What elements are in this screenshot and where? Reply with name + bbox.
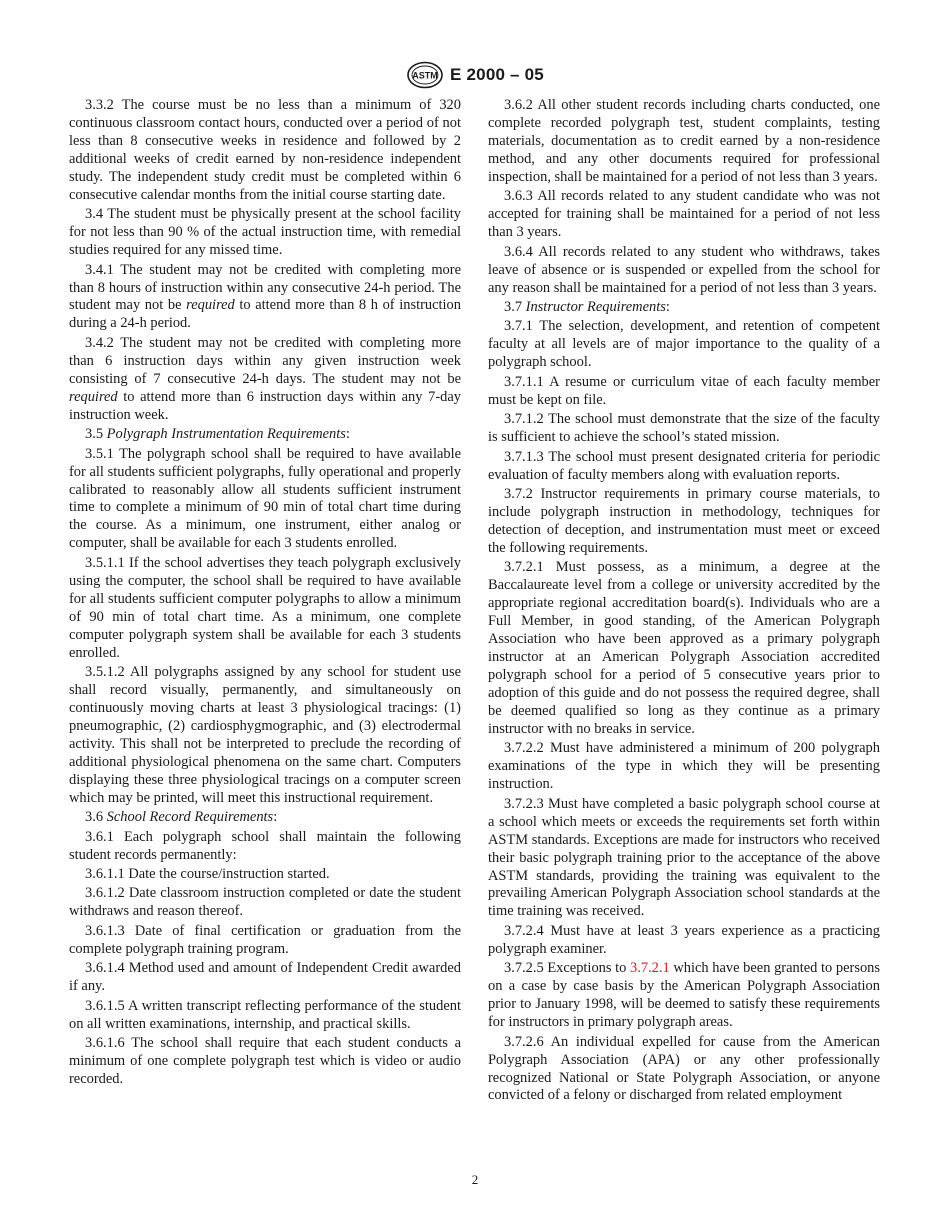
section-3-6-1-4: 3.6.1.4 Method used and amount of Independent Credit awarded if any. bbox=[69, 960, 461, 995]
section-3-7-heading: 3.7 Instructor Requirements: bbox=[504, 298, 670, 315]
section-3-7-1: 3.7.1 The selection, development, and retention of competent faculty at all levels are of major importance to the quality of a polygraph school. bbox=[488, 318, 880, 371]
section-3-5-1: 3.5.1 The polygraph school shall be required to have available for all students sufficient polygraphs, fully operational and properly calibrated to reasonably allow all students sufficient instrument time to complete a minimum of 90 min of total chart time during the course. As a minimum, one instrument, either analog or computer, shall be available for each 3 students enrolled. bbox=[69, 445, 461, 552]
left-column bbox=[69, 97, 461, 1089]
astm-logo-icon bbox=[406, 61, 444, 89]
page-header bbox=[0, 60, 950, 90]
section-3-6-1-5: 3.6.1.5 A written transcript reflecting performance of the student on all written examinations, internship, and practical skills. bbox=[69, 997, 461, 1032]
section-3-7-1-2: 3.7.1.2 The school must demonstrate that the size of the faculty is sufficient to achieve the school’s stated mission. bbox=[488, 411, 880, 446]
section-3-4: 3.4 The student must be physically present at the school facility for not less than 90 % of the actual instruction time, with remedial studies required for any missed time. bbox=[69, 206, 461, 259]
section-3-7-2-6: 3.7.2.6 An individual expelled for cause from the American Polygraph Association (APA) or any other professionally recognized National or State Polygraph Association, or anyone convicted of a felony or discharged from related employment bbox=[488, 1033, 880, 1104]
document-designation: E 2000 – 05 bbox=[450, 65, 544, 84]
section-3-6-4: 3.6.4 All records related to any student who withdraws, takes leave of absence or is suspended or expelled from the school for any reason shall be maintained for a period of not less than 3 years. bbox=[488, 243, 880, 296]
section-3-6-3: 3.6.3 All records related to any student candidate who was not accepted for training shall be maintained for a period of not less than 3 years. bbox=[488, 188, 880, 241]
section-3-3-2: 3.3.2 The course must be no less than a minimum of 320 continuous classroom contact hours, conducted over a period of not less than 8 consecutive weeks in residence and followed by 2 additional weeks of credit earned by non-residence independent study. The independent study credit must be completed within 6 consecutive calendar months from the initial course starting date. bbox=[69, 97, 461, 203]
page-number: 2 bbox=[471, 1172, 479, 1187]
section-3-6-1-2: 3.6.1.2 Date classroom instruction completed or date the student withdraws and reason thereof. bbox=[69, 885, 461, 920]
section-3-5-heading: 3.5 Polygraph Instrumentation Requirements: bbox=[85, 426, 350, 443]
section-3-5-1-2: 3.5.1.2 All polygraphs assigned by any school for student use shall record visually, permanently, and simultaneously on continuously moving charts at least 3 physiological tracings: (1) pneumographic, (2) cardiosphygmographic, and (3) electrodermal activity. This shall not be interpreted to preclude the recording of additional physiological phenomena on the same chart. Computers displaying these three physiological tracings on a computer screen which may be printed, will meet this instructional requirement. bbox=[69, 664, 461, 806]
section-3-7-2-5: 3.7.2.5 Exceptions to 3.7.2.1 which have been granted to persons on a case by case basis by the American Polygraph Association prior to January 1998, will be deemed to satisfy these requirements for instructors in primary polygraph areas. bbox=[488, 960, 880, 1031]
section-3-4-2: 3.4.2 The student may not be credited with completing more than 6 instruction days within any given instruction week consisting of 7 consecutive 24-h days. The student may not be required to attend more than 6 instruction days within any 7-day instruction week. bbox=[69, 334, 461, 423]
section-3-5-1-1: 3.5.1.1 If the school advertises they teach polygraph exclusively using the computer, the school shall be required to have available for all students sufficient computer polygraphs to allow a minimum of 90 min of total chart time. As a minimum, one complete computer polygraph system shall be available for each 3 students enrolled. bbox=[69, 554, 461, 661]
section-3-7-1-1: 3.7.1.1 A resume or curriculum vitae of each faculty member must be kept on file. bbox=[488, 373, 880, 408]
section-3-7-2-4: 3.7.2.4 Must have at least 3 years experience as a practicing polygraph examiner. bbox=[488, 922, 880, 957]
cross-reference-link[interactable]: 3.7.2.1 bbox=[630, 960, 670, 977]
right-column bbox=[488, 97, 880, 1105]
section-3-6-1-1: 3.6.1.1 Date the course/instruction started. bbox=[85, 866, 330, 883]
section-3-7-2-2: 3.7.2.2 Must have administered a minimum of 200 polygraph examinations of the type in which they will be presenting instruction. bbox=[488, 740, 880, 793]
section-3-6-heading: 3.6 School Record Requirements: bbox=[85, 809, 278, 826]
section-3-6-1-3: 3.6.1.3 Date of final certification or graduation from the complete polygraph training program. bbox=[69, 922, 461, 957]
section-3-7-2: 3.7.2 Instructor requirements in primary course materials, to include polygraph instruction in methodology, techniques for detection of deception, and instrumentation must meet or exceed the following requirements. bbox=[488, 486, 880, 556]
section-3-6-1-6: 3.6.1.6 The school shall require that each student conducts a minimum of one complete polygraph test which is video or audio recorded. bbox=[69, 1035, 461, 1088]
section-3-7-1-3: 3.7.1.3 The school must present designated criteria for periodic evaluation of faculty members along with evaluation reports. bbox=[488, 448, 880, 483]
svg-text:ASTM: ASTM bbox=[412, 70, 438, 81]
section-3-7-2-1: 3.7.2.1 Must possess, as a minimum, a degree at the Baccalaureate level from a college or university accredited by the appropriate regional accreditation board(s). Individuals who are a Full Member, in good standing, of the American Polygraph Association who have been approved as a primary polygraph instructor at an American Polygraph Association accredited polygraph school for a period of 5 consecutive years prior to adoption of this guide and do not possess the required degree, shall be deemed qualified so long as they continue as a primary instructor with no breaks in service. bbox=[488, 559, 880, 737]
section-3-4-1: 3.4.1 The student may not be credited with completing more than 8 hours of instruction within any consecutive 24-h period. The student may not be required to attend more than 8 h of instruction during a 24-h period. bbox=[69, 261, 461, 332]
section-3-7-2-3: 3.7.2.3 Must have completed a basic polygraph school course at a school which meets or exceeds the requirements set forth within ASTM standards. Exceptions are made for instructors who received their basic polygraph training prior to the acceptance of the above ASTM standards, providing the training was equivalent to the prevailing American Polygraph Association school standards at the time training was received. bbox=[488, 795, 880, 920]
section-3-6-1: 3.6.1 Each polygraph school shall maintain the following student records permanently: bbox=[69, 828, 461, 863]
section-3-6-2: 3.6.2 All other student records including charts conducted, one complete recorded polygraph test, student complaints, testing materials, documentation as to credit earned by a non-residence method, and any other documents required for professional inspection, shall be maintained for a period of not less than 3 years. bbox=[488, 97, 880, 185]
